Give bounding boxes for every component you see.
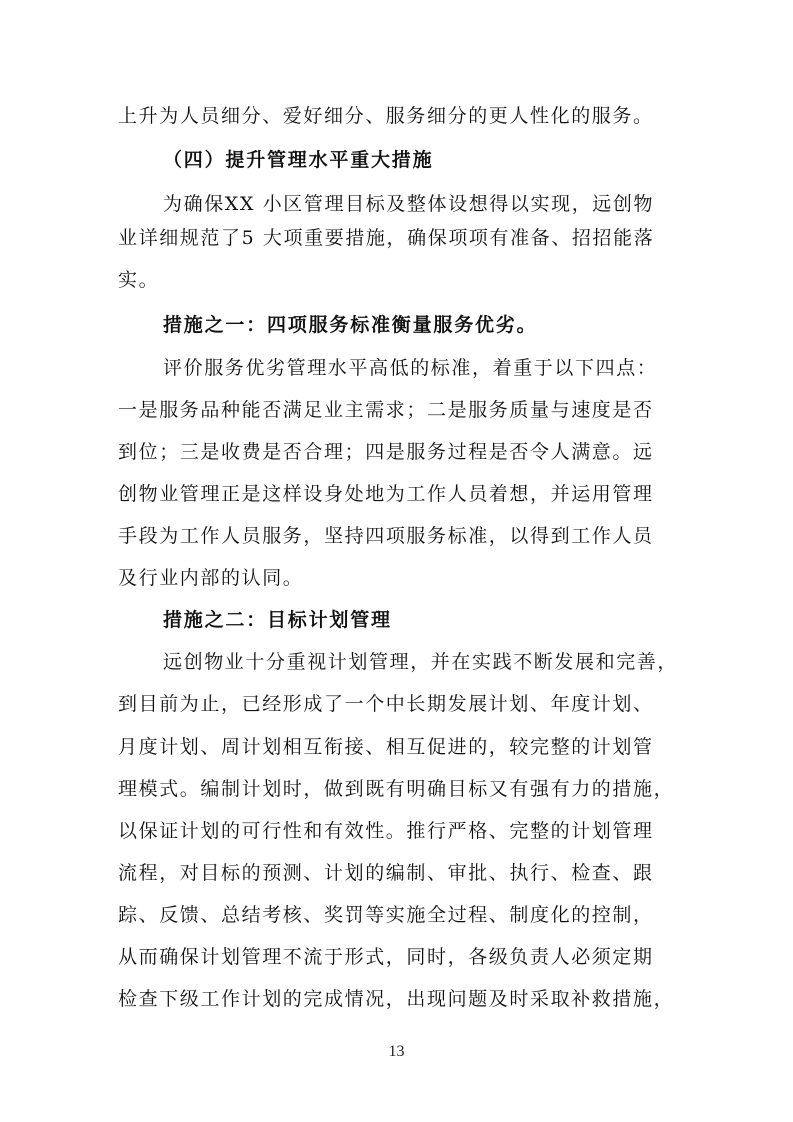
section-heading: （四）提升管理水平重大措施	[163, 149, 434, 171]
body-text-line: 及行业内部的认同。	[118, 567, 304, 589]
body-text-line: 踪、反馈、总结考核、奖罚等实施全过程、制度化的控制，	[118, 904, 654, 926]
body-text-line: 评价服务优劣管理水平高低的标准，着重于以下四点：	[163, 357, 658, 379]
measure-heading-2: 措施之二：目标计划管理	[163, 609, 392, 631]
body-text-line: 远创物业十分重视计划管理，并在实践不断发展和完善，	[163, 651, 679, 673]
body-text-line: 业详细规范了5 大项重要措施，确保项项有准备、招招能落	[118, 227, 655, 249]
body-text-line: 到目前为止，已经形成了一个中长期发展计划、年度计划、	[118, 693, 654, 715]
body-text-line: 理模式。编制计划时，做到既有明确目标又有强有力的措施，	[118, 778, 675, 800]
body-text-line: 月度计划、周计划相互衔接、相互促进的，较完整的计划管	[118, 736, 654, 758]
body-text-line: 一是服务品种能否满足业主需求；二是服务质量与速度是否	[118, 399, 654, 421]
body-text-line: 到位；三是收费是否合理；四是服务过程是否令人满意。远	[118, 441, 654, 463]
body-text-line: 以保证计划的可行性和有效性。推行严格、完整的计划管理	[118, 820, 654, 842]
body-text-line: 创物业管理正是这样设身处地为工作人员着想，并运用管理	[118, 483, 654, 505]
body-text-line: 流程，对目标的预测、计划的编制、审批、执行、检查、跟	[118, 862, 654, 884]
measure-heading-1: 措施之一：四项服务标准衡量服务优劣。	[163, 314, 538, 336]
body-text-line: 从而确保计划管理不流于形式，同时，各级负责人必须定期	[118, 946, 654, 968]
body-text-line: 检查下级工作计划的完成情况，出现问题及时采取补救措施，	[118, 988, 675, 1010]
body-text-line: 为确保XX 小区管理目标及整体设想得以实现，远创物	[163, 193, 655, 215]
body-text-line: 上升为人员细分、爱好细分、服务细分的更人性化的服务。	[118, 105, 654, 127]
body-text-line: 手段为工作人员服务，坚持四项服务标准，以得到工作人员	[118, 525, 654, 547]
page-number: 13	[388, 1043, 405, 1060]
body-text-line: 实。	[118, 269, 160, 291]
